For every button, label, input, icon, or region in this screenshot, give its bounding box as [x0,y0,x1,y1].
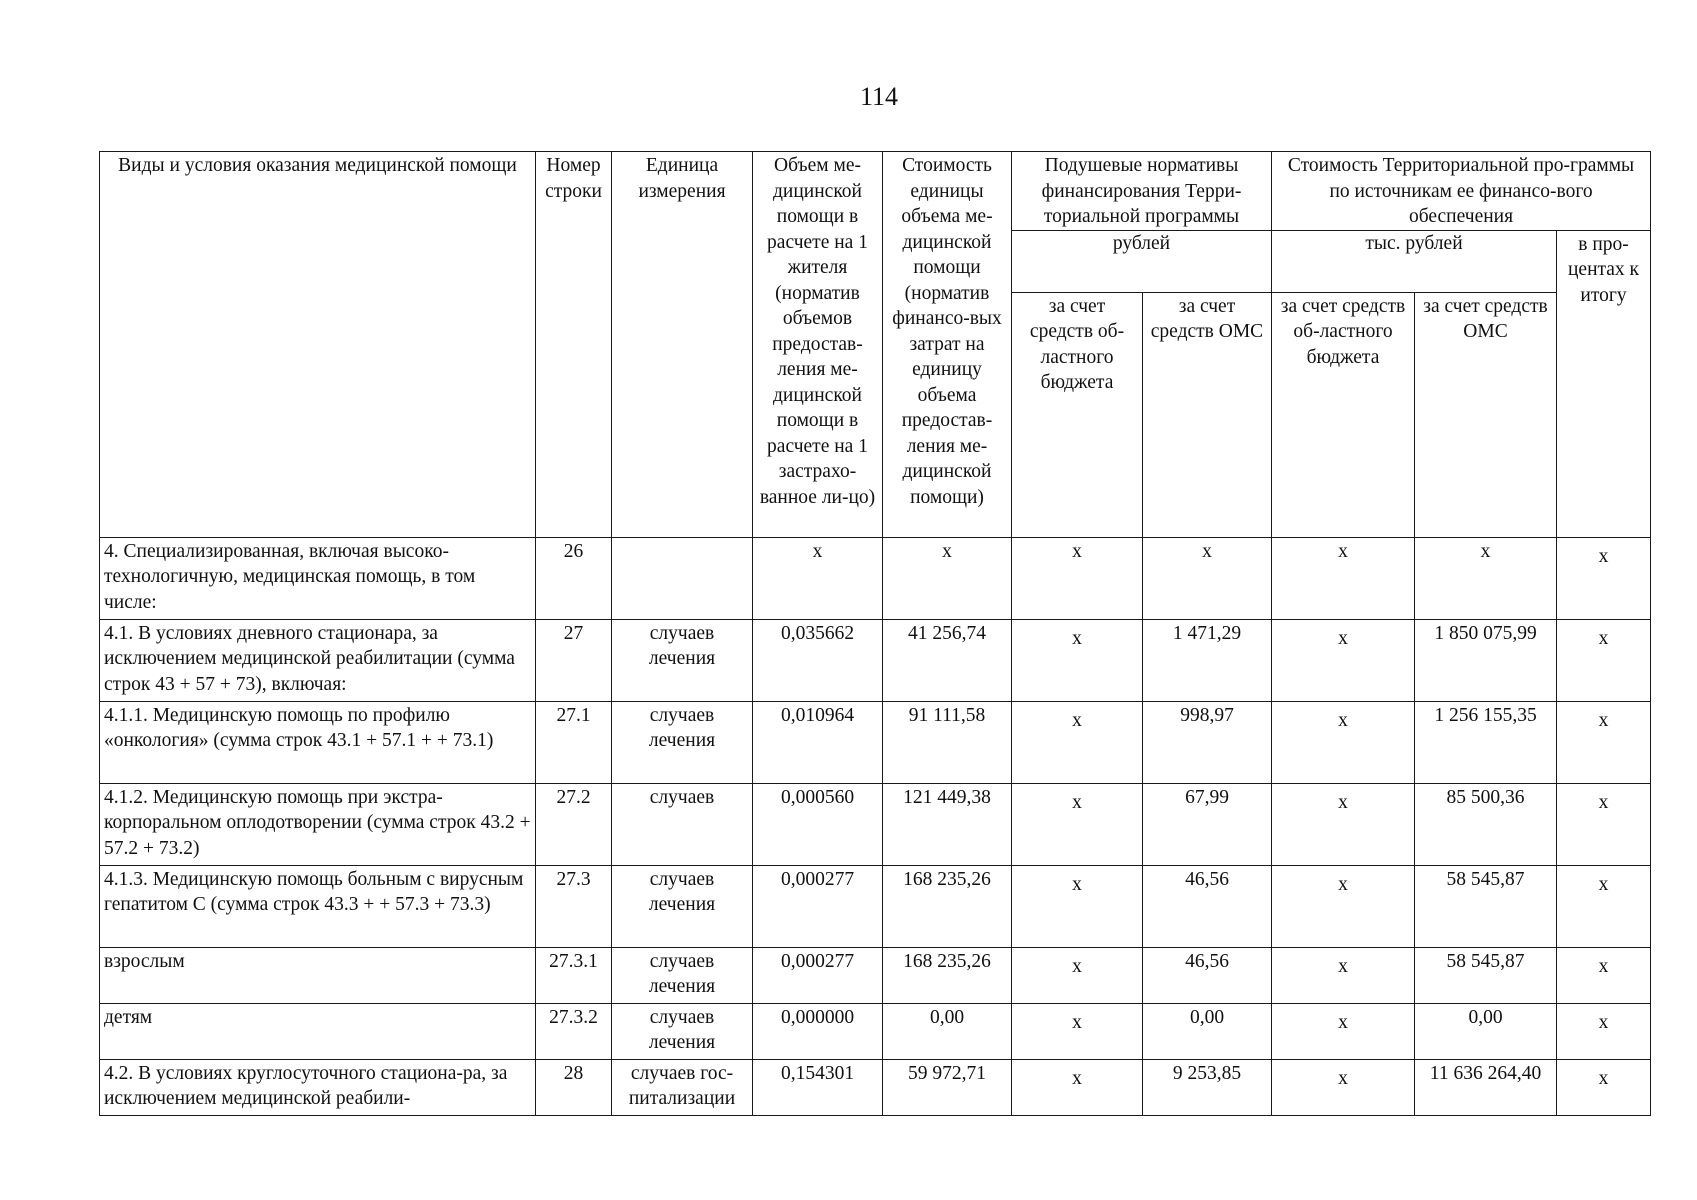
cell-pc-budget: х [1012,537,1143,619]
cell-pc-oms: 1 471,29 [1143,619,1272,701]
cell-name: 4. Специализированная, включая высоко-технологичную, медицинская помощь, в том числе: [100,537,536,619]
cell-unit: случаев лечения [612,701,753,783]
cell-cost-oms: 11 636 264,40 [1415,1059,1557,1115]
cell-pct: х [1557,701,1651,783]
table-row [100,865,1651,947]
cell-name: детям [100,1003,536,1059]
cell-cost-oms: 85 500,36 [1415,783,1557,865]
cell-unit: случаев лечения [612,619,753,701]
cell-cost-budget: х [1272,619,1415,701]
cell-pc-budget: х [1012,947,1143,1003]
cell-cost-oms: 0,00 [1415,1003,1557,1059]
cell-pc-oms: х [1143,537,1272,619]
cell-cost-budget: х [1272,537,1415,619]
cell-volume: х [753,537,883,619]
cell-row-number: 27 [536,619,612,701]
cell-pct: х [1557,537,1651,619]
cell-cost: 121 449,38 [883,783,1012,865]
cell-cost: 168 235,26 [883,947,1012,1003]
cell-row-number: 27.3.2 [536,1003,612,1059]
cell-name: взрослым [100,947,536,1003]
cell-cost-budget: х [1272,947,1415,1003]
cell-cost: 41 256,74 [883,619,1012,701]
cell-row-number: 27.3 [536,865,612,947]
cell-pc-budget: х [1012,619,1143,701]
header-pct-of-total: в про-центах к итогу [1557,230,1651,537]
cell-cost-oms: х [1415,537,1557,619]
cell-pc-oms: 46,56 [1143,947,1272,1003]
header-unit-rub: рублей [1012,230,1272,292]
cell-cost-oms: 1 256 155,35 [1415,701,1557,783]
cell-cost: 168 235,26 [883,865,1012,947]
cell-unit: случаев [612,783,753,865]
cell-pct: х [1557,783,1651,865]
cell-pc-budget: х [1012,1003,1143,1059]
header-volume: Объем ме-дицинской помощи в расчете на 1 жителя (норматив объемов предостав-ления ме-дицинской помощи в расчете на 1 застрахо-ванное ли-цо) [753,152,883,538]
header-cost-per-unit: Стоимость единицы объема ме-дицинской помощи (норматив финансо-вых затрат на единицу объема предостав-ления ме-дицинской помощи) [883,152,1012,538]
table-row [100,947,1651,1003]
cell-unit [612,537,753,619]
cell-cost: 0,00 [883,1003,1012,1059]
cell-cost: 59 972,71 [883,1059,1012,1115]
header-unit-thous-rub: тыс. рублей [1272,230,1557,292]
cell-name: 4.2. В условиях круглосуточного стациона-ра, за исключением медицинской реабили- [100,1059,536,1115]
cell-pc-budget: х [1012,701,1143,783]
table-row [100,537,1651,619]
table-row [100,1003,1651,1059]
cell-pct: х [1557,1003,1651,1059]
cell-cost-budget: х [1272,1003,1415,1059]
cell-pc-budget: х [1012,1059,1143,1115]
cell-cost: х [883,537,1012,619]
cell-cost: 91 111,58 [883,701,1012,783]
cell-pc-oms: 9 253,85 [1143,1059,1272,1115]
header-regional-budget-2: за счет средств об-ластного бюджета [1272,292,1415,537]
header-program-cost: Стоимость Территориальной про-граммы по источникам ее финансо-вого обеспечения [1272,152,1651,231]
cell-volume: 0,000277 [753,947,883,1003]
cell-row-number: 28 [536,1059,612,1115]
cell-volume: 0,000277 [753,865,883,947]
cell-volume: 0,000560 [753,783,883,865]
table-row [100,619,1651,701]
cell-pc-oms: 46,56 [1143,865,1272,947]
cell-unit: случаев лечения [612,947,753,1003]
cell-name: 4.1.1. Медицинскую помощь по профилю «онкология» (сумма строк 43.1 + 57.1 + + 73.1) [100,701,536,783]
medical-care-cost-table [99,151,1651,1116]
cell-name: 4.1.3. Медицинскую помощь больным с вирусным гепатитом С (сумма строк 43.3 + + 57.3 + 73.3) [100,865,536,947]
header-kind: Виды и условия оказания медицинской помощи [100,152,536,538]
table-body [100,537,1651,1115]
table-row [100,1059,1651,1115]
cell-volume: 0,000000 [753,1003,883,1059]
cell-cost-oms: 58 545,87 [1415,947,1557,1003]
cell-pct: х [1557,619,1651,701]
cell-row-number: 27.2 [536,783,612,865]
cell-pc-budget: х [1012,783,1143,865]
header-oms-funds: за счет средств ОМС [1143,292,1272,537]
cell-unit: случаев лечения [612,1003,753,1059]
header-row-number: Номер строки [536,152,612,538]
cell-pct: х [1557,865,1651,947]
cell-pc-oms: 0,00 [1143,1003,1272,1059]
cell-cost-budget: х [1272,783,1415,865]
cell-cost-oms: 58 545,87 [1415,865,1557,947]
cell-name: 4.1. В условиях дневного стационара, за исключением медицинской реабилитации (сумма строк 43 + 57 + 73), включая: [100,619,536,701]
cell-cost-budget: х [1272,701,1415,783]
cell-cost-budget: х [1272,1059,1415,1115]
table-row [100,783,1651,865]
table-row [100,701,1651,783]
cell-name: 4.1.2. Медицинскую помощь при экстра-корпоральном оплодотворении (сумма строк 43.2 + 57.2 + 73.2) [100,783,536,865]
cell-cost-oms: 1 850 075,99 [1415,619,1557,701]
cell-unit: случаев лечения [612,865,753,947]
cell-volume: 0,154301 [753,1059,883,1115]
cell-row-number: 26 [536,537,612,619]
header-per-capita: Подушевые нормативы финансирования Терри-ториальной программы [1012,152,1272,231]
header-oms-funds-2: за счет средств ОМС [1415,292,1557,537]
cell-cost-budget: х [1272,865,1415,947]
header-regional-budget: за счет средств об-ластного бюджета [1012,292,1143,537]
cell-pc-budget: х [1012,865,1143,947]
cell-pc-oms: 998,97 [1143,701,1272,783]
page-number: 114 [860,82,899,111]
cell-pct: х [1557,947,1651,1003]
cell-unit: случаев гос-питализации [612,1059,753,1115]
cell-pct: х [1557,1059,1651,1115]
table-header [100,152,1651,538]
cell-pc-oms: 67,99 [1143,783,1272,865]
cell-volume: 0,010964 [753,701,883,783]
cell-row-number: 27.1 [536,701,612,783]
cell-volume: 0,035662 [753,619,883,701]
header-unit: Единица измерения [612,152,753,538]
cell-row-number: 27.3.1 [536,947,612,1003]
